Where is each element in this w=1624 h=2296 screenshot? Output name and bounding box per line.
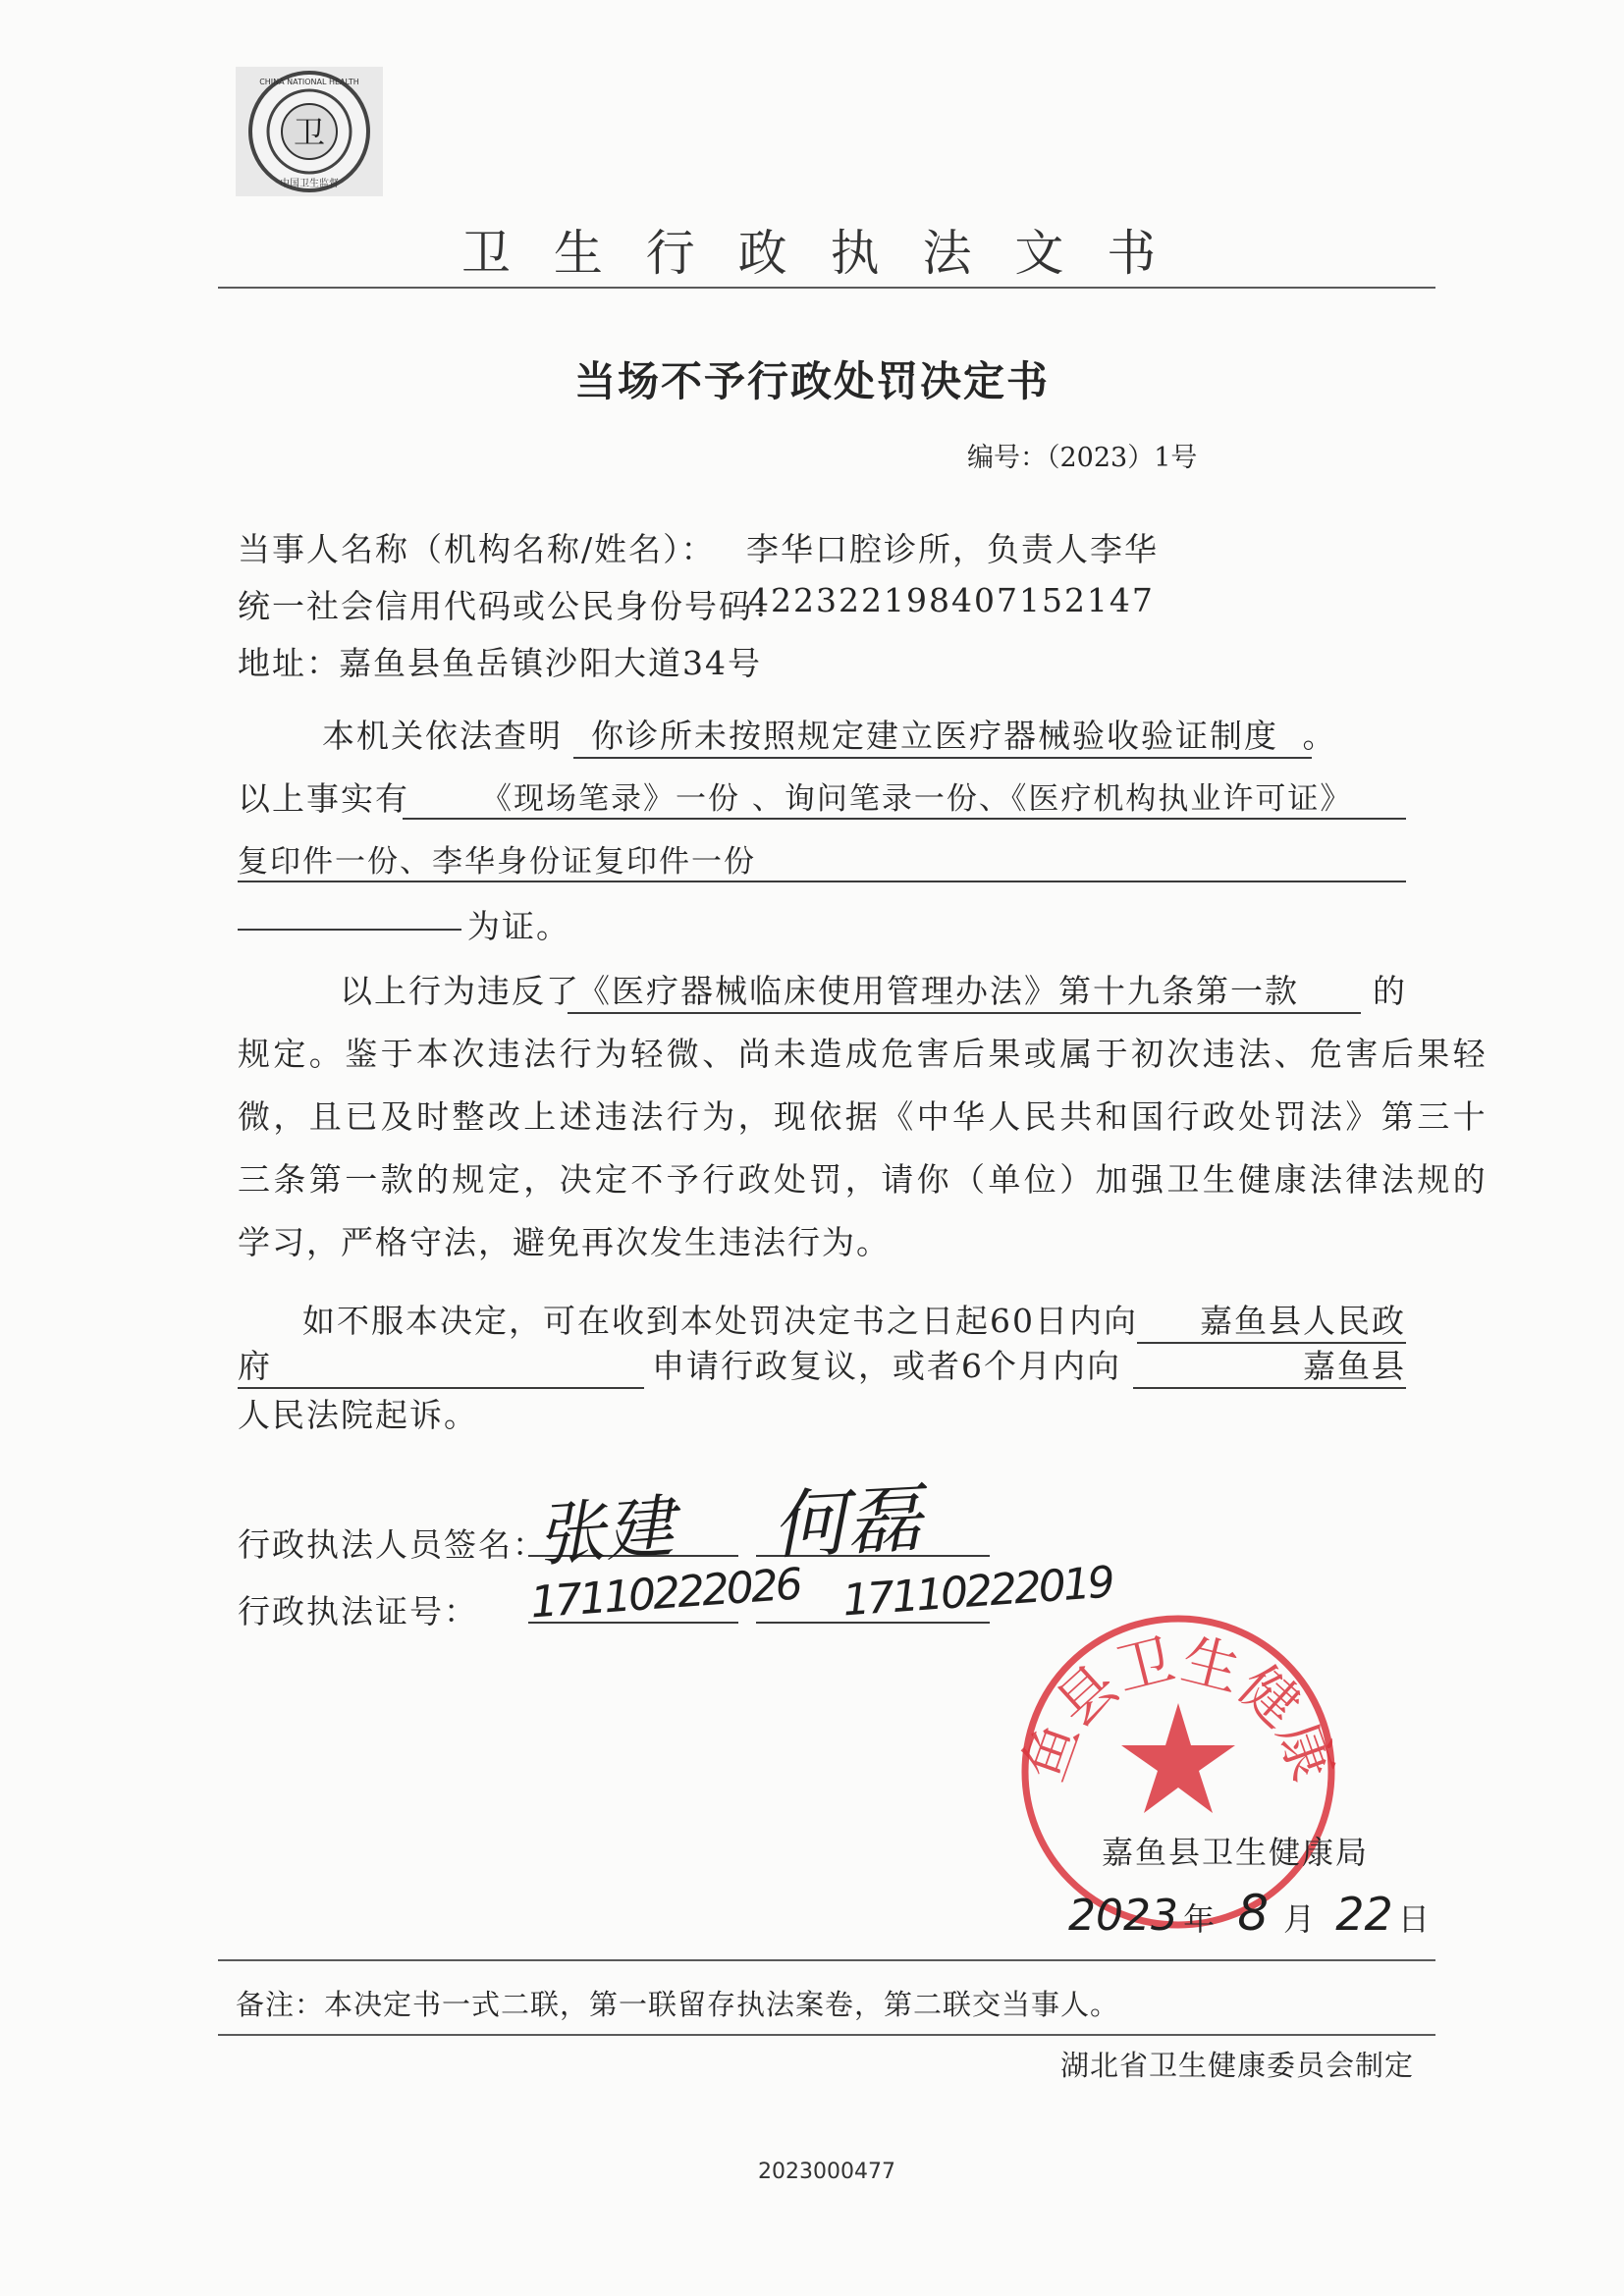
svg-text:中国卫生监督: 中国卫生监督 <box>280 179 339 189</box>
svg-text:CHINA NATIONAL HEALTH: CHINA NATIONAL HEALTH <box>259 78 359 86</box>
party-name-value: 李华口腔诊所，负责人李华 <box>746 530 1159 568</box>
document-number: 编号：（2023）1号 <box>967 443 1198 473</box>
evidence-line-1-text: 《现场笔录》一份 、询问笔录一份、《医疗机构执业许可证》 <box>481 781 1353 817</box>
violation-prefix: 以上行为违反了 <box>340 972 580 1010</box>
appeal-government-cont-text: 府 <box>238 1347 272 1385</box>
doc-class-heading: 卫 生 行 政 执 法 文 书 <box>461 225 1170 282</box>
page-title: 当场不予行政处罚决定书 <box>574 357 1051 405</box>
issue-day-label: 日 <box>1397 1900 1430 1938</box>
emblem-icon <box>236 67 383 196</box>
violation-line-5: 学习，严格守法，避免再次发生违法行为。 <box>238 1223 891 1261</box>
party-id-label: 统一社会信用代码或公民身份号码： <box>238 587 787 625</box>
evidence-line-1 <box>403 774 1406 820</box>
issue-day: 22 <box>1335 1888 1393 1941</box>
violation-law <box>568 966 1361 1014</box>
signature-1: 张建 <box>533 1486 677 1576</box>
violation-line-4: 三条第一款的规定，决定不予行政处罚，请你（单位）加强卫生健康法律法规的 <box>238 1160 1489 1199</box>
evidence-line-2-text: 复印件一份、李华身份证复印件一份 <box>238 844 756 880</box>
svg-text:嘉鱼县卫生健康局: 鱼县卫生健康 <box>1011 1626 1345 1789</box>
evidence-suffix: 为证。 <box>467 907 570 945</box>
svg-text:卫: 卫 <box>293 114 326 151</box>
party-address-value: 嘉鱼县鱼岳镇沙阳大道34号 <box>339 644 762 682</box>
appeal-government <box>1137 1296 1406 1344</box>
party-name-label: 当事人名称（机构名称/姓名）： <box>238 530 716 568</box>
violation-law-text: 《医疗器械临床使用管理办法》第十九条第一款 <box>577 972 1299 1010</box>
cert-number-label: 行政执法证号： <box>238 1592 478 1630</box>
issue-month: 8 <box>1237 1885 1269 1942</box>
appeal-government-cont <box>238 1341 644 1389</box>
facts-found-text: 你诊所未按照规定建立医疗器械验收验证制度 <box>591 717 1278 755</box>
footer-note: 备注：本决定书一式二联，第一联留存执法案卷，第二联交当事人。 <box>236 1988 1120 2021</box>
issue-month-label: 月 <box>1283 1900 1316 1938</box>
footer-divider-bottom <box>218 2034 1435 2036</box>
facts-found-suffix: 。 <box>1302 717 1337 755</box>
signature-label: 行政执法人员签名： <box>238 1525 547 1564</box>
facts-found-value <box>573 711 1337 759</box>
facts-found-prefix: 本机关依法查明 <box>322 717 563 755</box>
violation-line-3: 微，且已及时整改上述违法行为，现依据《中华人民共和国行政处罚法》第三十 <box>238 1097 1489 1136</box>
appeal-line-1: 如不服本决定，可在收到本处罚决定书之日起60日内向 <box>302 1302 1138 1340</box>
party-id-value: 422322198407152147 <box>748 581 1155 619</box>
header-divider <box>218 287 1435 289</box>
footer-divider-top <box>218 1959 1435 1961</box>
signature-2: 何磊 <box>770 1474 924 1570</box>
issue-year: 2023 <box>1068 1891 1178 1941</box>
violation-line-2: 规定。鉴于本次违法行为轻微、尚未造成危害后果或属于初次违法、危害后果轻 <box>238 1035 1489 1073</box>
footer-maker: 湖北省卫生健康委员会制定 <box>1060 2049 1415 2082</box>
appeal-government-text: 嘉鱼县人民政 <box>1200 1302 1406 1340</box>
appeal-middle: 申请行政复议，或者6个月内向 <box>652 1347 1121 1385</box>
evidence-line-2 <box>238 836 1406 882</box>
cert-number-2: 17110222019 <box>840 1557 1114 1627</box>
issue-date <box>1068 1885 1430 1942</box>
issuer-org: 嘉鱼县卫生健康局 <box>1102 1834 1370 1871</box>
evidence-blank-line <box>238 929 461 931</box>
health-inspection-emblem <box>236 67 383 196</box>
evidence-prefix: 以上事实有 <box>238 779 409 818</box>
party-address-label: 地址： <box>238 644 341 682</box>
cert-number-1: 17110222026 <box>528 1559 802 1629</box>
violation-suffix: 的 <box>1373 972 1407 1010</box>
issue-year-label: 年 <box>1183 1900 1216 1938</box>
appeal-court-text: 嘉鱼县 <box>1303 1347 1406 1385</box>
appeal-court <box>1133 1341 1406 1389</box>
document-serial: 2023000477 <box>758 2160 895 2184</box>
appeal-court-cont: 人民法院起诉。 <box>238 1396 478 1434</box>
